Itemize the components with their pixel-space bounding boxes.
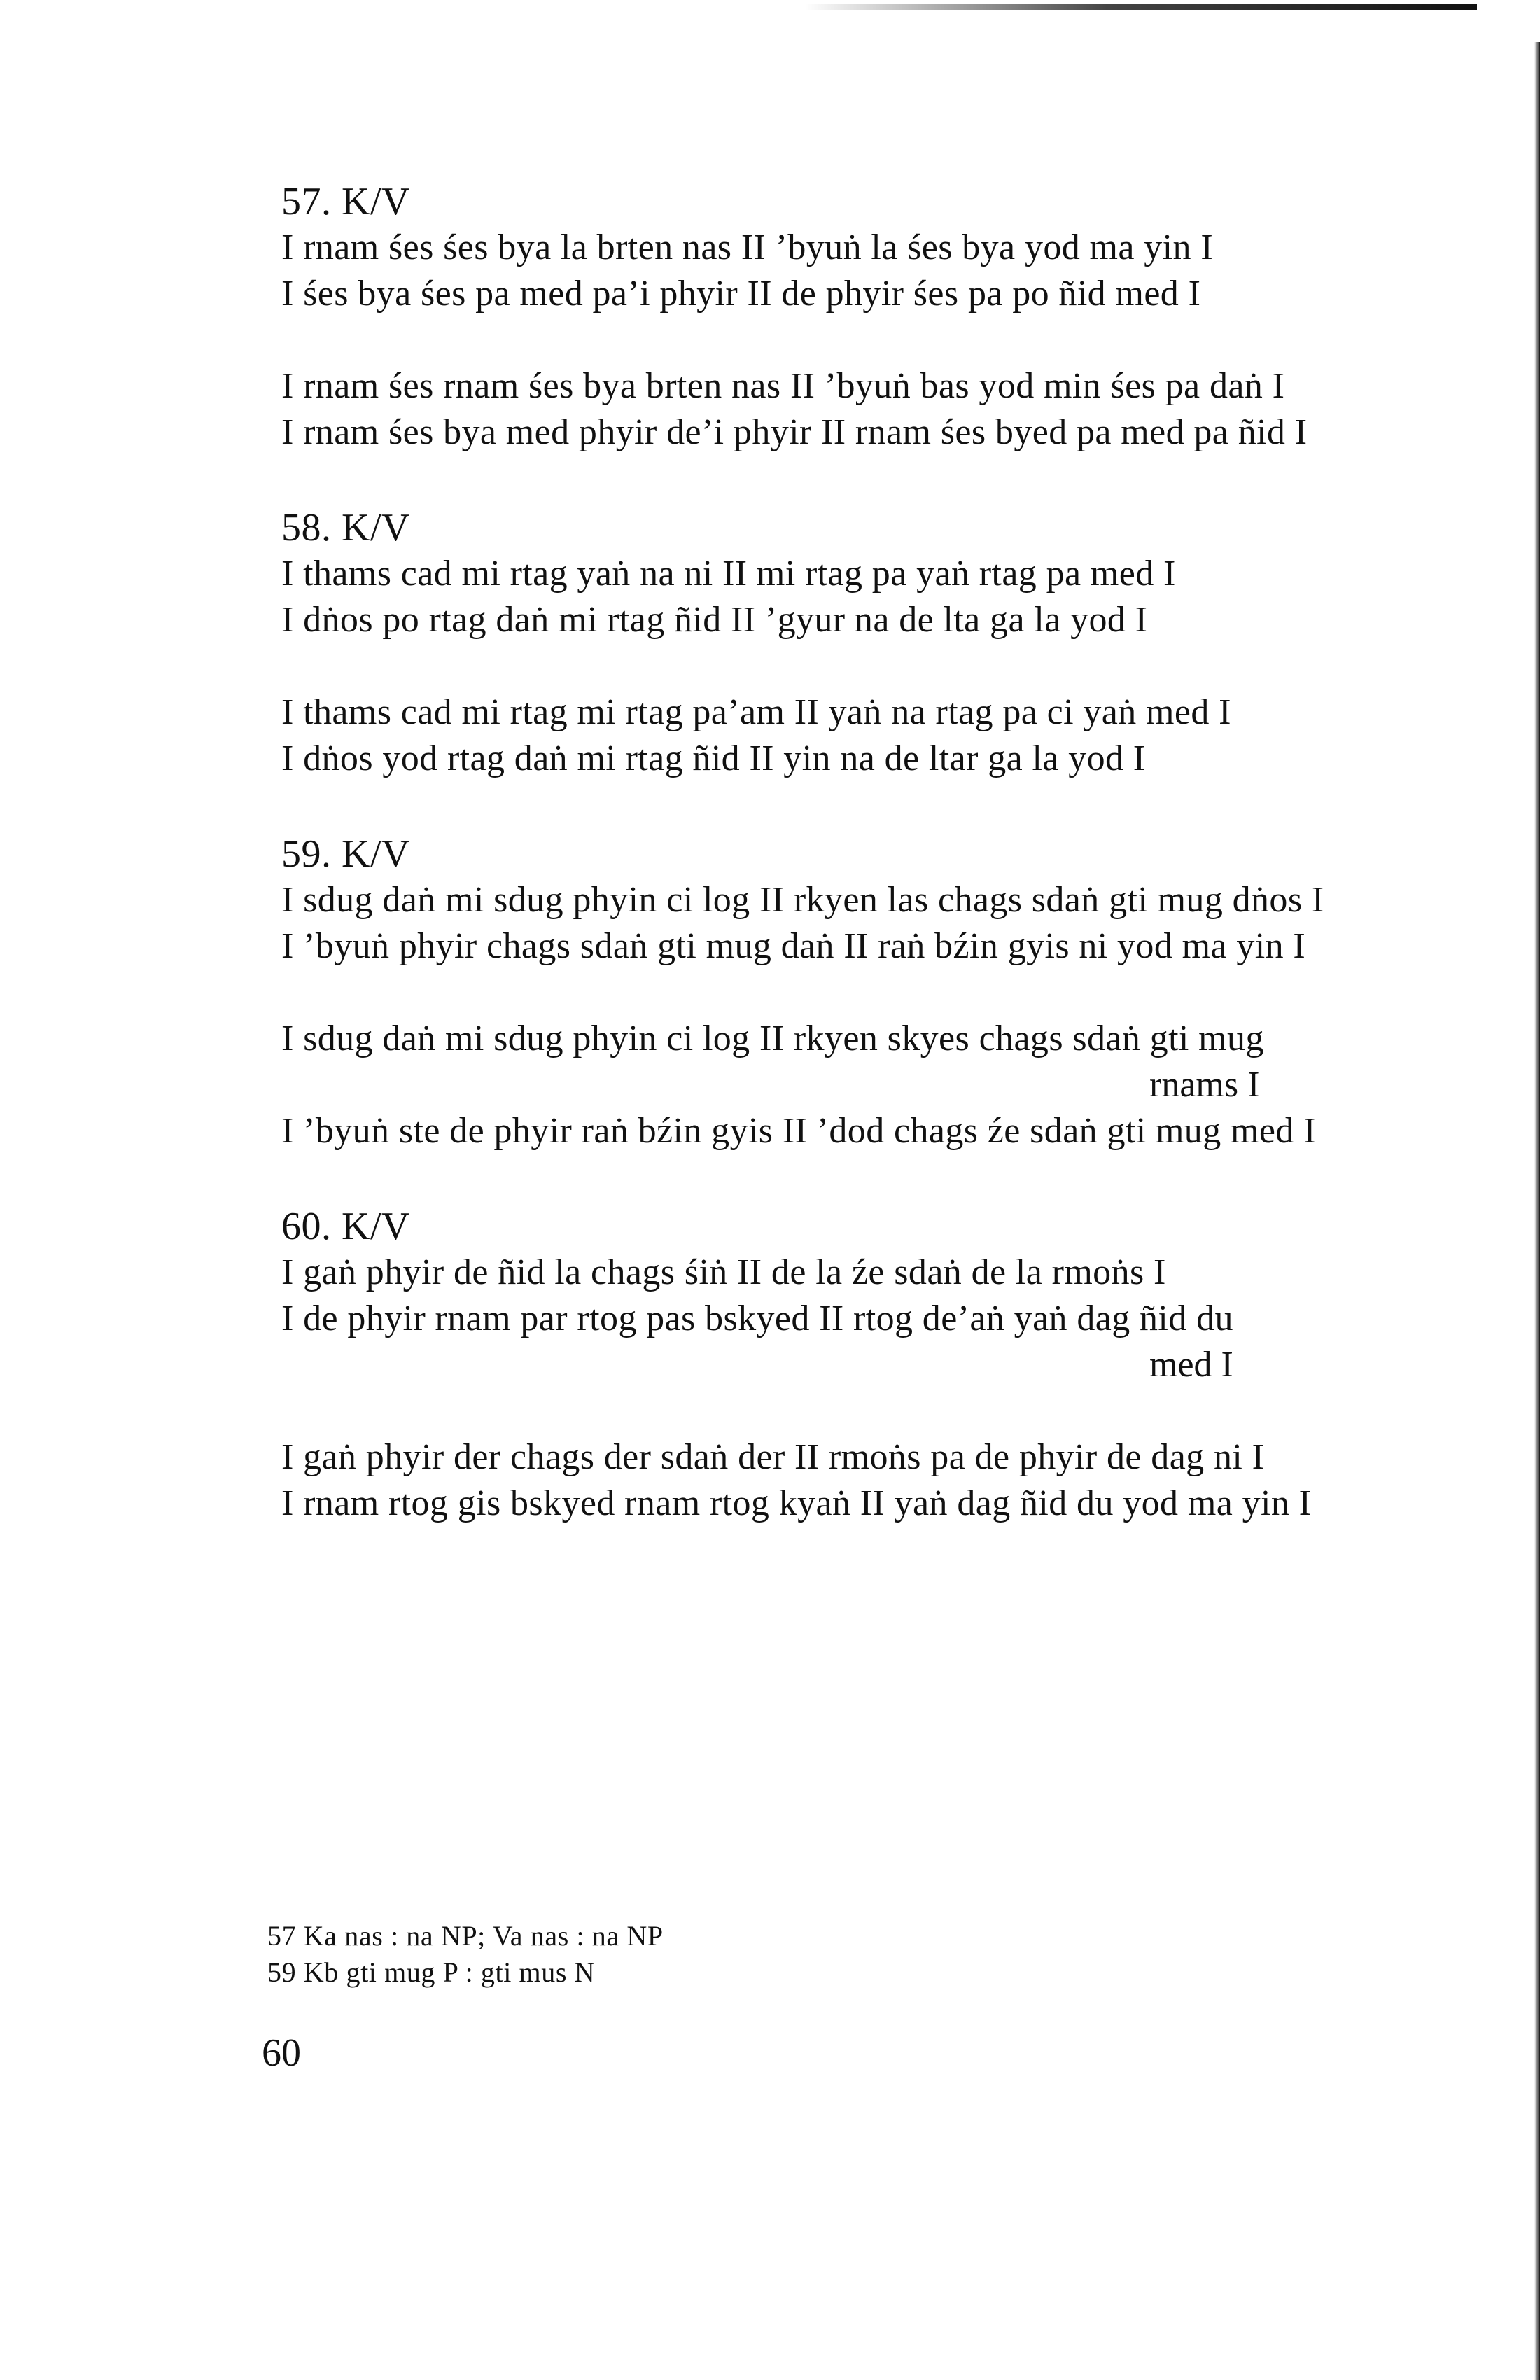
verse-group-karika bbox=[281, 877, 1415, 969]
verse-line: I de phyir rnam par rtog pas bskyed II rtog de’aṅ yaṅ dag ñid du bbox=[281, 1298, 1233, 1338]
verse-line: I gaṅ phyir de ñid la chags śiṅ II de la źe sdaṅ de la rmoṅs I bbox=[281, 1252, 1166, 1292]
verse-line: I sdug daṅ mi sdug phyin ci log II rkyen las chags sdaṅ gti mug dṅos I bbox=[281, 880, 1324, 920]
verse-group-vrtti bbox=[281, 363, 1415, 456]
verse-line: I sdug daṅ mi sdug phyin ci log II rkyen skyes chags sdaṅ gti mug bbox=[281, 1018, 1264, 1058]
stanza-label: 58. K/V bbox=[281, 506, 410, 550]
verse-line: I rnam śes śes bya la brten nas II ’byuṅ la śes bya yod ma yin I bbox=[281, 227, 1214, 267]
verse-group-karika bbox=[281, 551, 1415, 643]
page-edge-shadow bbox=[1534, 42, 1540, 2380]
verse-line: I śes bya śes pa med pa’i phyir II de phyir śes pa po ñid med I bbox=[281, 274, 1201, 314]
verse-line: I rnam rtog gis bskyed rnam rtog kyaṅ II yaṅ dag ñid du yod ma yin I bbox=[281, 1483, 1312, 1523]
verse-group-vrtti bbox=[281, 1434, 1415, 1527]
verse-line: I thams cad mi rtag mi rtag pa’am II yaṅ na rtag pa ci yaṅ med I bbox=[281, 692, 1231, 732]
verse-line: I ’byuṅ phyir chags sdaṅ gti mug daṅ II raṅ bźin gyis ni yod ma yin I bbox=[281, 926, 1306, 966]
verse-line: I rnam śes rnam śes bya brten nas II ’byuṅ bas yod min śes pa daṅ I bbox=[281, 366, 1285, 406]
top-rule bbox=[805, 4, 1477, 10]
footnote: 57 Ka nas : na NP; Va nas : na NP bbox=[267, 1920, 664, 1952]
stanza-label: 57. K/V bbox=[281, 180, 410, 223]
verse-group-karika bbox=[281, 225, 1415, 317]
stanza-58 bbox=[281, 505, 1415, 782]
verse-content bbox=[281, 178, 1415, 1527]
verse-group-vrtti bbox=[281, 1016, 1415, 1154]
footnotes bbox=[267, 1918, 1107, 1991]
verse-line: I dṅos yod rtag daṅ mi rtag ñid II yin na de ltar ga la yod I bbox=[281, 738, 1146, 778]
verse-line: I rnam śes bya med phyir de’i phyir II rnam śes byed pa med pa ñid I bbox=[281, 412, 1308, 452]
stanza-59 bbox=[281, 831, 1415, 1154]
stanza-label: 60. K/V bbox=[281, 1205, 410, 1248]
verse-line-continuation: med I bbox=[1149, 1345, 1233, 1385]
verse-line: I dṅos po rtag daṅ mi rtag ñid II ’gyur na de lta ga la yod I bbox=[281, 600, 1148, 640]
verse-line: I thams cad mi rtag yaṅ na ni II mi rtag pa yaṅ rtag pa med I bbox=[281, 554, 1176, 594]
verse-line: I ’byuṅ ste de phyir raṅ bźin gyis II ’dod chags źe sdaṅ gti mug med I bbox=[281, 1111, 1316, 1151]
footnote: 59 Kb gti mug P : gti mus N bbox=[267, 1956, 596, 1988]
verse-line-continuation: rnams I bbox=[1149, 1065, 1260, 1105]
verse-group-vrtti bbox=[281, 690, 1415, 782]
stanza-57 bbox=[281, 178, 1415, 456]
stanza-label: 59. K/V bbox=[281, 832, 410, 876]
verse-line: I gaṅ phyir der chags der sdaṅ der II rmoṅs pa de phyir de dag ni I bbox=[281, 1437, 1265, 1477]
stanza-60 bbox=[281, 1203, 1415, 1527]
page-number: 60 bbox=[262, 2031, 301, 2075]
verse-group-karika bbox=[281, 1250, 1415, 1388]
